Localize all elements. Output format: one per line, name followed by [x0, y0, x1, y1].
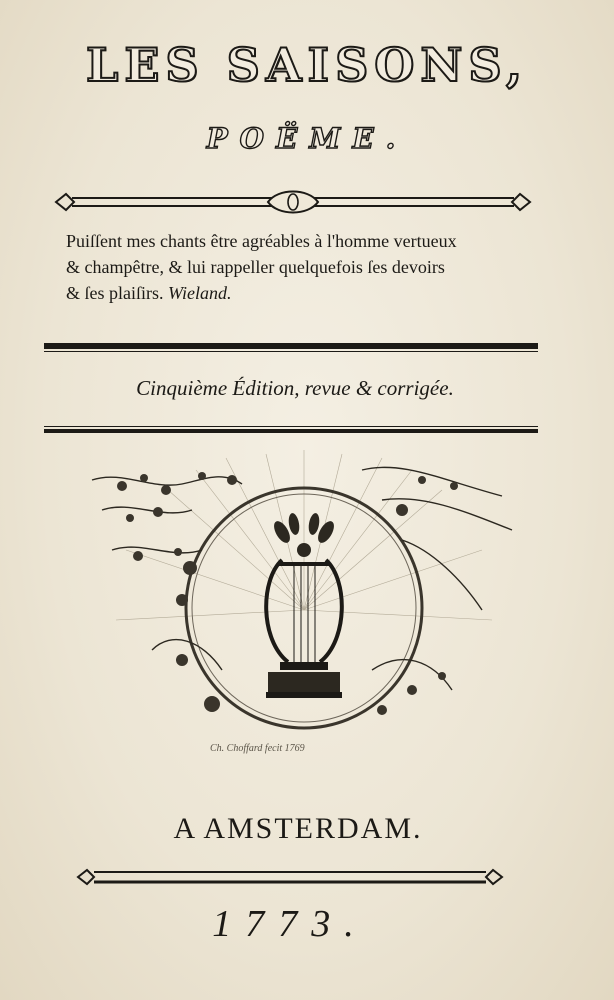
epigraph-line [66, 280, 556, 306]
engraver-signature: Ch. Choffard fecit 1769 [210, 743, 305, 754]
ornament-divider-top [52, 186, 534, 218]
epigraph-author: Wieland. [168, 283, 232, 303]
imprint-place: A AMSTERDAM. [173, 812, 423, 845]
lyre-in-wreath-icon [82, 440, 522, 740]
book-title: LES SAISONS, [86, 38, 528, 92]
epigraph-line-end: & ſes plaiſirs. [66, 283, 164, 303]
epigraph [66, 228, 556, 306]
epigraph-line: & champêtre, & lui rappeller quelquefois ſes devoirs [66, 257, 445, 277]
thin-rule-bottom [44, 426, 538, 427]
imprint-year: 1773. [212, 903, 368, 945]
thin-rule-top [44, 351, 538, 352]
thick-rule-top [44, 343, 538, 349]
book-subtitle: POËME. [206, 122, 408, 155]
epigraph-line: Puiſſent mes chants être agréables à l'homme vertueux [66, 231, 457, 251]
thick-rule-bottom [44, 429, 538, 433]
edition-statement: Cinquième Édition, revue & corrigée. [136, 376, 454, 400]
ornament-divider-bottom [74, 864, 506, 890]
